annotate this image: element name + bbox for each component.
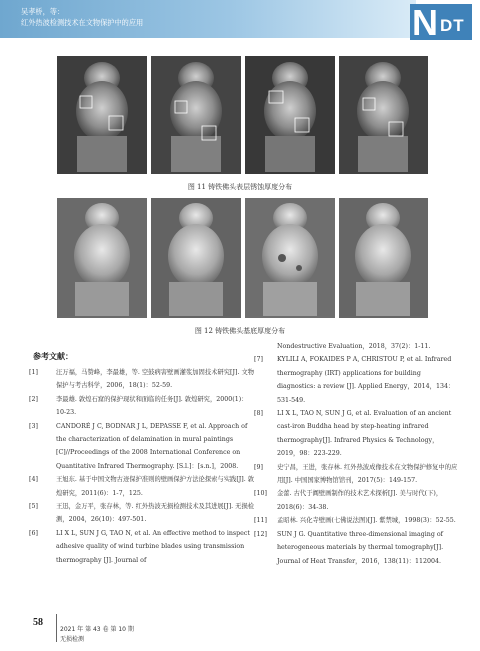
footer-issue: 2021 年 第 43 卷 第 10 期 bbox=[60, 626, 134, 633]
reference-item bbox=[29, 393, 255, 420]
journal-logo bbox=[410, 2, 472, 43]
reference-number: [9] bbox=[254, 463, 263, 471]
journal-header bbox=[0, 0, 480, 44]
reference-item bbox=[29, 420, 255, 474]
reference-item bbox=[254, 461, 458, 488]
header-authors: 吴孝桥，等： bbox=[21, 7, 65, 16]
reference-text: CANDORÉ J C, BODNAR J L, DEPASSE F, et al. Approach of the characterization of delamination in mural paintings [C]//Proceedings of the 2008 International Conference on Quantitative Infrared Thermography. [S.l.]：[s.n.]，2008. bbox=[56, 422, 248, 470]
reference-number: [1] bbox=[29, 369, 38, 376]
reference-text: LI X L, TAO N, SUN J G, et al. Evaluation of an ancient cast-iron Buddha head by step-heating infrared thermography[J]. Infrared Physics & Technology，2019，98：223-229. bbox=[277, 410, 452, 458]
reference-item bbox=[254, 353, 458, 407]
reference-item bbox=[254, 487, 458, 514]
figure-11-panel-2 bbox=[151, 56, 241, 174]
logo-letter-n: N bbox=[412, 2, 437, 43]
figure-12-panel-1 bbox=[57, 198, 147, 318]
reference-text: KYLILI A, FOKAIDES P A, CHRISTOU P, et al. Infrared thermography (IRT) applications for building diagnostics: a review [J]. Applied Energy，2014，134：531-549. bbox=[277, 356, 455, 404]
reference-text: 王旭东. 基于中国文物古迹保护准则的壁画保护方法论探索与实践[J]. 敦煌研究，2011(6)：1-7，125. bbox=[56, 476, 255, 497]
reference-item bbox=[29, 527, 255, 567]
reference-item bbox=[254, 514, 458, 527]
references-heading: 参考文献： bbox=[33, 352, 73, 361]
reference-number: [11] bbox=[254, 517, 267, 525]
reference-text: SUN J G. Quantitative three-dimensional imaging of heterogeneous materials by thermal tomography[J]. Journal of Heat Transfer，2016，138(11)：112004. bbox=[277, 530, 444, 565]
reference-item bbox=[29, 366, 255, 393]
figure-11-panel-1 bbox=[57, 56, 147, 174]
header-article-title: 红外热波检测技术在文物保护中的应用 bbox=[21, 18, 144, 27]
reference-number: [10] bbox=[254, 490, 267, 498]
figure-12 bbox=[57, 198, 428, 318]
reference-text: 李最雄. 敦煌石窟的保护现状和面临的任务[J]. 敦煌研究，2000(1)：10-23. bbox=[56, 395, 248, 417]
reference-text: 王迅，金万平，张存林，等. 红外热波无损检测技术及其进展[J]. 无损检测，2004，26(10)：497-501. bbox=[56, 503, 255, 524]
reference-number: [7] bbox=[254, 356, 263, 364]
footer-divider bbox=[56, 614, 57, 642]
footer-journal-name: 无损检测 bbox=[60, 636, 85, 643]
reference-number: [2] bbox=[29, 395, 38, 403]
reference-number: [4] bbox=[29, 476, 38, 484]
figure-11-panel-3 bbox=[245, 56, 335, 174]
figure-12-panel-3 bbox=[245, 198, 335, 318]
figure-12-panel-4 bbox=[339, 198, 428, 318]
reference-number: [12] bbox=[254, 530, 267, 538]
figure-12-caption: 图 12 铸铁佛头基底厚度分布 bbox=[194, 327, 286, 335]
references-column-right bbox=[254, 340, 458, 568]
page-number: 58 bbox=[33, 617, 43, 628]
logo-letters-dt: DT bbox=[440, 16, 465, 35]
figure-12-images bbox=[57, 198, 428, 318]
reference-number: [8] bbox=[254, 410, 263, 418]
reference-item bbox=[29, 473, 255, 500]
reference-number: [6] bbox=[29, 529, 38, 537]
reference-6-continuation: Nondestructive Evaluation，2018，37(2)：1-11. bbox=[277, 343, 431, 350]
reference-item bbox=[254, 407, 458, 461]
reference-text: 金蕾. 古代于阗壁画制作的技术艺术探析[J]. 美与时代(下)，2018(6)：34-38. bbox=[277, 490, 443, 511]
figure-12-panel-2 bbox=[151, 198, 241, 318]
reference-text: 史宁昌，王进，张存林. 红外热波成像技术在文物保护修复中的应用[J]. 中国国家博物馆馆刊，2017(5)：149-157. bbox=[277, 463, 458, 485]
figure-11 bbox=[57, 56, 428, 174]
reference-number: [3] bbox=[29, 422, 38, 430]
reference-text: 汪万福，马赞峰，李最雄，等. 空鼓病害壁画灌浆加固技术研究[J]. 文物保护与考古科学，2006，18(1)：52-59. bbox=[56, 369, 255, 390]
figure-11-panel-4 bbox=[339, 56, 428, 174]
references-column-left bbox=[29, 366, 255, 567]
reference-item bbox=[254, 528, 458, 568]
reference-text: LI X L, SUN J G, TAO N, et al. An effective method to inspect adhesive quality of wind turbine blades using transmission thermography [J]. Journal of bbox=[56, 529, 250, 564]
reference-item bbox=[29, 500, 255, 527]
figure-11-images bbox=[57, 56, 428, 174]
figure-11-caption: 图 11 铸铁佛头表层锈蚀厚度分布 bbox=[187, 183, 293, 191]
reference-text: 孟昭林. 兴化寺壁画(七佛说法图)[J]. 紫禁城，1998(3)：52-55. bbox=[277, 517, 456, 525]
reference-number: [5] bbox=[29, 503, 38, 511]
